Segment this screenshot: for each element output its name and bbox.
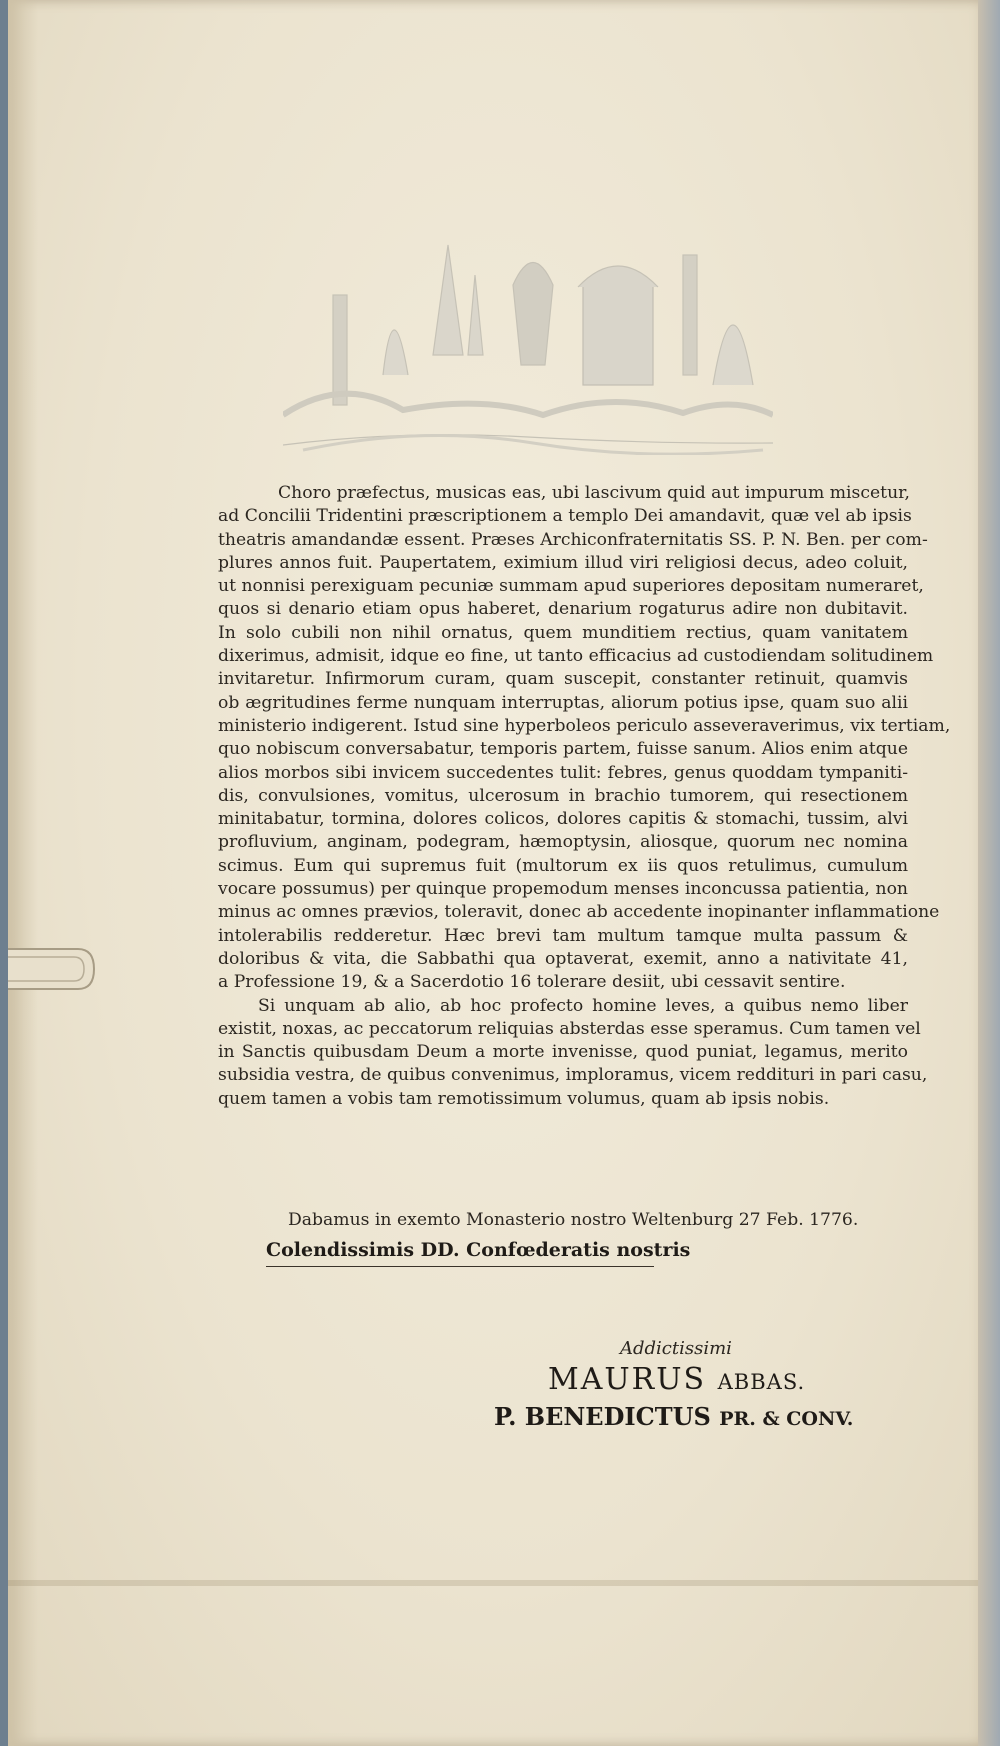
text-line: theatris amandandæ essent. Præses Archiconfraternitatis SS. P. N. Ben. per com-	[218, 529, 928, 550]
text-line: quem tamen a vobis tam remotissimum volumus, quam ab ipsis nobis.	[218, 1088, 830, 1109]
body-text	[218, 482, 951, 1111]
signer1-title: ABBAS.	[717, 1370, 806, 1394]
text-line: subsidia vestra, de quibus convenimus, imploramus, vicem redditurі in pari casu,	[218, 1065, 928, 1086]
closing-word: Addictissimi	[620, 1338, 732, 1359]
salutation-underline	[266, 1266, 654, 1267]
text-line: scimus. Eum qui supremus fuit (multorum ex iis quos retulimus, cumulum	[218, 855, 908, 876]
paragraph-1	[218, 482, 951, 995]
page-fold	[8, 1580, 988, 1586]
text-line: quos si denario etiam opus haberet, denarium rogaturus adire non dubitavit.	[218, 599, 908, 620]
signer2-name: P. BENEDICTUS	[494, 1402, 711, 1431]
paragraph-2	[218, 995, 928, 1111]
salutation: Colendissimis DD. Confœderatis nostris	[266, 1239, 691, 1261]
text-line: existit, noxas, ac peccatorum reliquias absterdas esse speramus. Cum tamen vel	[218, 1018, 921, 1039]
text-line: plures annos fuit. Paupertatem, eximium illud viri religiosi decus, adeo coluit,	[218, 552, 908, 573]
text-line: dis, convulsiones, vomitus, ulcerosum in brachio tumorem, qui resectionem	[218, 785, 908, 806]
signature-prior	[494, 1402, 853, 1431]
text-line: Si unquam ab alio, ab hoc profecto homine leves, a quibus nemo liber	[258, 995, 908, 1016]
dating-line: Dabamus in exemto Monasterio nostro Weltenburg 27 Feb. 1776.	[288, 1210, 859, 1230]
text-line: In solo cubili non nihil ornatus, quem munditiem rectius, quam vanitatem	[218, 622, 908, 643]
text-line: ob ægritudines ferme nunquam interruptas, aliorum potius ipse, quam suo alii	[218, 692, 908, 713]
text-line: in Sanctis quibusdam Deum a morte invenisse, quod puniat, legamus, merito	[218, 1042, 908, 1063]
signer1-name: MAURUS	[548, 1362, 707, 1397]
text-line: profluvium, anginam, podegram, hæmoptysin, aliosque, quorum nec nomina	[218, 832, 908, 853]
signer2-title: PR. & CONV.	[719, 1408, 854, 1430]
text-line: doloribus & vita, die Sabbathi qua optaverat, exemit, anno a nativitate 41,	[218, 948, 908, 969]
text-line: a Professione 19, & a Sacerdotio 16 tolerare desiit, ubi cessavit sentire.	[218, 972, 846, 993]
page-left-edge	[8, 0, 38, 1746]
text-line: ad Concilii Tridentini præscriptionem a templo Dei amandavit, quæ vel ab ipsis	[218, 506, 912, 527]
text-line: ut nonnisi perexiguam pecuniæ summam apud superiores depositam numeraret,	[218, 576, 924, 597]
text-line: ministerio indigerent. Istud sine hyperboleos periculo asseveraverimus, vix tertiam,	[218, 715, 951, 736]
paper-clip-icon	[8, 935, 98, 1003]
text-line: dixerimus, admisit, idque eo fine, ut tanto efficacius ad custodiendam solitudinem	[218, 646, 934, 667]
text-line: intolerabilis redderetur. Hæc brevi tam multum tamque multa passum &	[218, 925, 908, 946]
text-line: quo nobiscum conversabatur, temporis partem, fuisse sanum. Alios enim atque	[218, 739, 908, 760]
text-line: alios morbos sibi invicem succedentes tulit: febres, genus quoddam tympaniti-	[218, 762, 908, 783]
engraved-vignette	[283, 225, 773, 455]
scanner-edge	[978, 0, 1000, 1746]
signature-abbot	[548, 1362, 805, 1397]
text-line: vocare possumus) per quinque propemodum menses inconcussa patientia, non	[218, 879, 908, 900]
text-line: invitaretur. Infirmorum curam, quam suscepit, constanter retinuit, quamvis	[218, 669, 908, 690]
text-line: minitabatur, tormina, dolores colicos, dolores capitis & stomachi, tussim, alvi	[218, 809, 908, 830]
document-page	[8, 0, 988, 1746]
text-line: Choro præfectus, musicas eas, ubi lascivum quid aut impurum miscetur,	[278, 483, 910, 503]
text-line: minus ac omnes prævios, toleravit, donec ab accedente inopinanter inflammatione	[218, 902, 940, 923]
